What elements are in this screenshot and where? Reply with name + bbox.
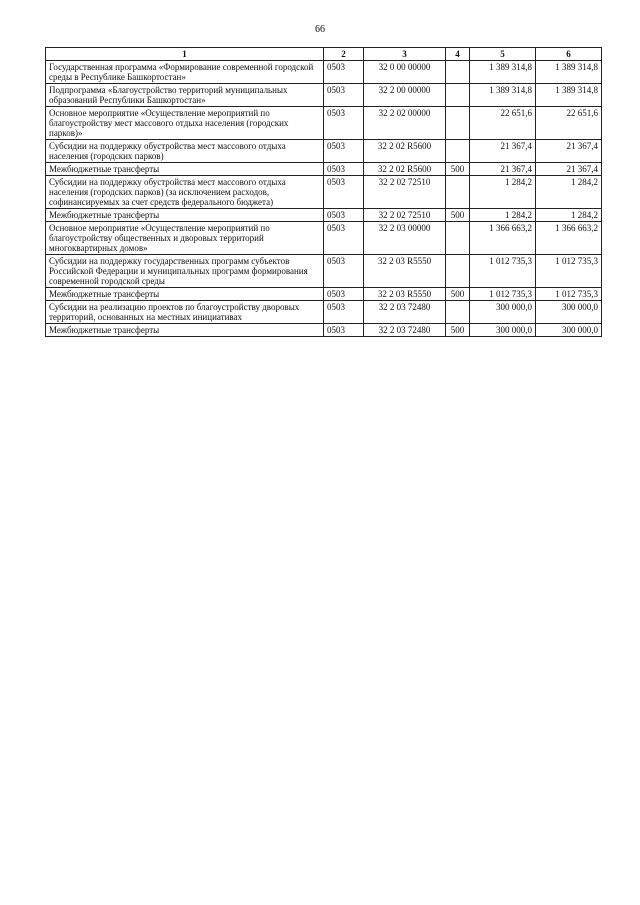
budget-table bbox=[45, 47, 602, 337]
table-row bbox=[46, 255, 602, 288]
row-value-6-cell: 1 284,2 bbox=[536, 176, 602, 209]
row-type-cell bbox=[446, 61, 470, 84]
row-value-6-cell: 21 367,4 bbox=[536, 140, 602, 163]
row-code-cell: 32 2 00 00000 bbox=[364, 84, 446, 107]
row-type-cell bbox=[446, 107, 470, 140]
row-type-cell bbox=[446, 84, 470, 107]
row-name-cell: Субсидии на реализацию проектов по благоустройству дворовых территорий, основанных на местных инициативах bbox=[46, 301, 324, 324]
row-section-cell: 0503 bbox=[324, 288, 364, 301]
row-section-cell: 0503 bbox=[324, 107, 364, 140]
row-section-cell: 0503 bbox=[324, 176, 364, 209]
row-code-cell: 32 2 02 00000 bbox=[364, 107, 446, 140]
row-section-cell: 0503 bbox=[324, 301, 364, 324]
row-value-5-cell: 1 284,2 bbox=[470, 176, 536, 209]
row-value-5-cell: 1 012 735,3 bbox=[470, 255, 536, 288]
row-section-cell: 0503 bbox=[324, 140, 364, 163]
row-value-5-cell: 1 389 314,8 bbox=[470, 61, 536, 84]
table-row bbox=[46, 107, 602, 140]
column-header-5: 5 bbox=[470, 48, 536, 61]
table-row bbox=[46, 301, 602, 324]
row-code-cell: 32 2 02 R5600 bbox=[364, 140, 446, 163]
row-name-cell: Межбюджетные трансферты bbox=[46, 288, 324, 301]
row-name-cell: Подпрограмма «Благоустройство территорий муниципальных образований Республики Башкортостан» bbox=[46, 84, 324, 107]
row-type-cell: 500 bbox=[446, 209, 470, 222]
row-name-cell: Субсидии на поддержку обустройства мест массового отдыха населения (городских парков) (за исключением расходов, софинансируемых за счет средств федерального бюджета) bbox=[46, 176, 324, 209]
row-value-6-cell: 300 000,0 bbox=[536, 301, 602, 324]
row-value-5-cell: 22 651,6 bbox=[470, 107, 536, 140]
row-type-cell: 500 bbox=[446, 163, 470, 176]
row-value-5-cell: 1 366 663,2 bbox=[470, 222, 536, 255]
row-value-6-cell: 1 012 735,3 bbox=[536, 288, 602, 301]
row-section-cell: 0503 bbox=[324, 61, 364, 84]
table-row bbox=[46, 209, 602, 222]
row-value-5-cell: 1 389 314,8 bbox=[470, 84, 536, 107]
row-name-cell: Государственная программа «Формирование современной городской среды в Республике Башкортостан» bbox=[46, 61, 324, 84]
column-header-2: 2 bbox=[324, 48, 364, 61]
row-value-5-cell: 300 000,0 bbox=[470, 324, 536, 337]
row-code-cell: 32 2 02 72510 bbox=[364, 176, 446, 209]
row-value-6-cell: 1 284,2 bbox=[536, 209, 602, 222]
table-row bbox=[46, 288, 602, 301]
row-value-6-cell: 300 000,0 bbox=[536, 324, 602, 337]
row-name-cell: Основное мероприятие «Осуществление мероприятий по благоустройству общественных и дворовых территорий многоквартирных домов» bbox=[46, 222, 324, 255]
row-name-cell: Субсидии на поддержку обустройства мест массового отдыха населения (городских парков) bbox=[46, 140, 324, 163]
row-section-cell: 0503 bbox=[324, 222, 364, 255]
row-value-5-cell: 1 012 735,3 bbox=[470, 288, 536, 301]
table-row bbox=[46, 84, 602, 107]
row-type-cell bbox=[446, 176, 470, 209]
table-body bbox=[46, 61, 602, 337]
row-value-6-cell: 22 651,6 bbox=[536, 107, 602, 140]
row-value-5-cell: 300 000,0 bbox=[470, 301, 536, 324]
table-row bbox=[46, 61, 602, 84]
row-name-cell: Основное мероприятие «Осуществление мероприятий по благоустройству мест массового отдыха населения (городских парков)» bbox=[46, 107, 324, 140]
row-type-cell: 500 bbox=[446, 324, 470, 337]
row-value-5-cell: 21 367,4 bbox=[470, 140, 536, 163]
row-value-6-cell: 1 012 735,3 bbox=[536, 255, 602, 288]
row-name-cell: Межбюджетные трансферты bbox=[46, 324, 324, 337]
row-code-cell: 32 2 02 72510 bbox=[364, 209, 446, 222]
row-type-cell bbox=[446, 255, 470, 288]
row-section-cell: 0503 bbox=[324, 255, 364, 288]
row-value-6-cell: 1 366 663,2 bbox=[536, 222, 602, 255]
row-value-6-cell: 21 367,4 bbox=[536, 163, 602, 176]
row-type-cell: 500 bbox=[446, 288, 470, 301]
row-type-cell bbox=[446, 140, 470, 163]
row-value-6-cell: 1 389 314,8 bbox=[536, 61, 602, 84]
row-name-cell: Субсидии на поддержку государственных программ субъектов Российской Федерации и муниципальных программ формирования современной городской среды bbox=[46, 255, 324, 288]
row-section-cell: 0503 bbox=[324, 163, 364, 176]
row-value-6-cell: 1 389 314,8 bbox=[536, 84, 602, 107]
row-type-cell bbox=[446, 301, 470, 324]
row-code-cell: 32 2 03 R5550 bbox=[364, 288, 446, 301]
table-row bbox=[46, 163, 602, 176]
row-value-5-cell: 1 284,2 bbox=[470, 209, 536, 222]
page-number: 66 bbox=[315, 24, 325, 35]
row-section-cell: 0503 bbox=[324, 209, 364, 222]
column-header-4: 4 bbox=[446, 48, 470, 61]
row-code-cell: 32 0 00 00000 bbox=[364, 61, 446, 84]
column-header-6: 6 bbox=[536, 48, 602, 61]
table-header-row bbox=[46, 48, 602, 61]
row-type-cell bbox=[446, 222, 470, 255]
row-code-cell: 32 2 03 72480 bbox=[364, 324, 446, 337]
row-name-cell: Межбюджетные трансферты bbox=[46, 163, 324, 176]
row-value-5-cell: 21 367,4 bbox=[470, 163, 536, 176]
row-code-cell: 32 2 02 R5600 bbox=[364, 163, 446, 176]
table-row bbox=[46, 176, 602, 209]
table-row bbox=[46, 324, 602, 337]
table-row bbox=[46, 140, 602, 163]
row-code-cell: 32 2 03 00000 bbox=[364, 222, 446, 255]
column-header-1: 1 bbox=[46, 48, 324, 61]
row-name-cell: Межбюджетные трансферты bbox=[46, 209, 324, 222]
row-section-cell: 0503 bbox=[324, 324, 364, 337]
column-header-3: 3 bbox=[364, 48, 446, 61]
row-code-cell: 32 2 03 R5550 bbox=[364, 255, 446, 288]
table-row bbox=[46, 222, 602, 255]
row-section-cell: 0503 bbox=[324, 84, 364, 107]
row-code-cell: 32 2 03 72480 bbox=[364, 301, 446, 324]
